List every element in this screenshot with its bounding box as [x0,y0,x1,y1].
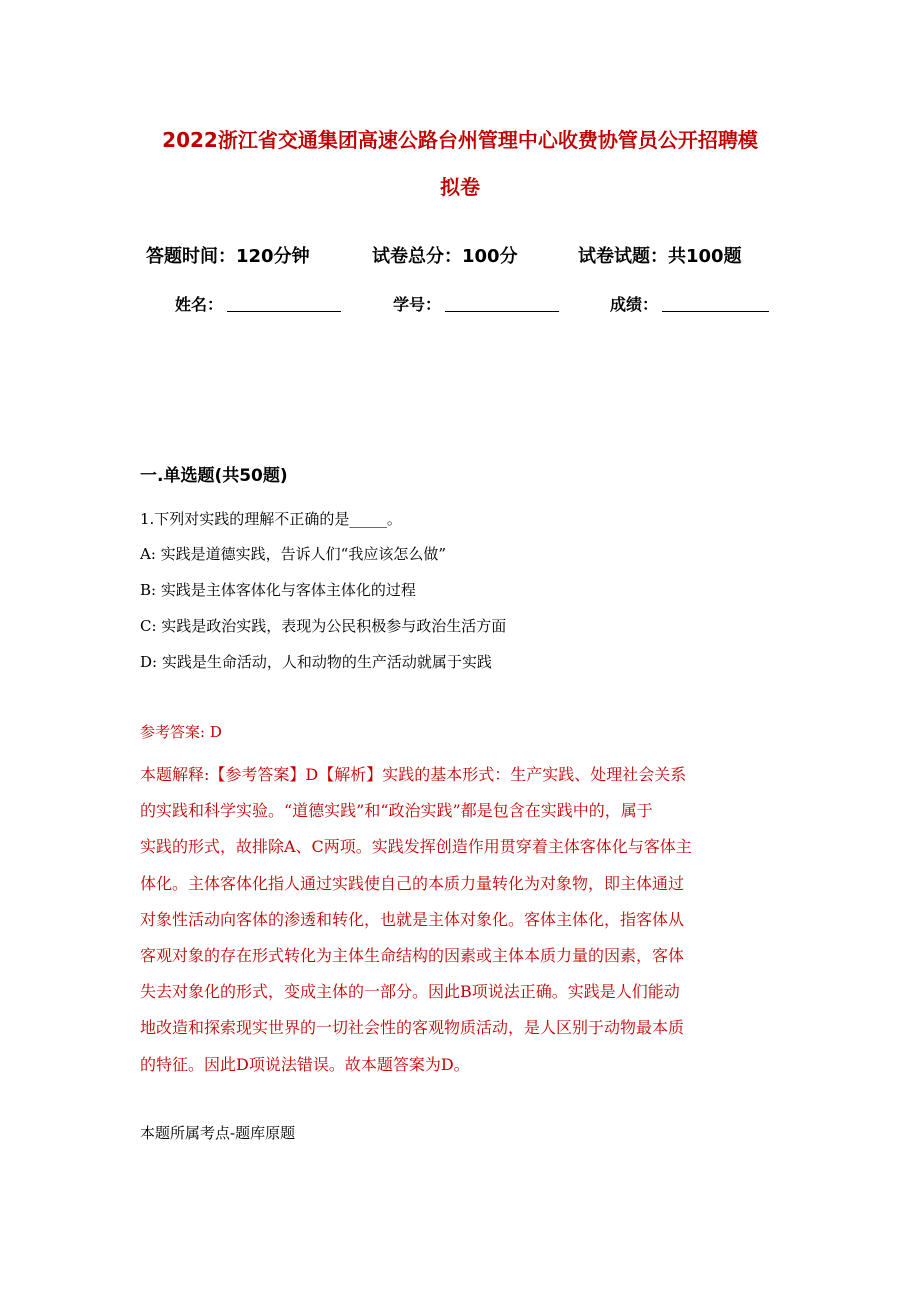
question-topic: 本题所属考点-题库原题 [140,1124,296,1142]
option-c: C: 实践是政治实践，表现为公民积极参与政治生活方面 [140,617,507,635]
exam-total-score: 试卷总分：100分 [372,246,518,267]
option-a: A: 实践是道德实践，告诉人们“我应该怎么做” [140,545,446,563]
explanation-line: 地改造和探索现实世界的一切社会性的客观物质活动，是人区别于动物最本质 [140,1018,685,1038]
explanation-line: 实践的形式，故排除A、C两项。实践发挥创造作用贯穿着主体客体化与客体主 [140,837,692,857]
section-heading: 一.单选题(共50题) [140,466,288,486]
score-field [610,292,769,315]
student-id-label: 学号： [393,295,442,314]
student-id-field [393,292,559,315]
question-stem: 1.下列对实践的理解不正确的是_____。 [140,510,402,528]
document-title-line1: 2022浙江省交通集团高速公路台州管理中心收费协管员公开招聘模 [162,128,758,152]
option-b: B: 实践是主体客体化与客体主体化的过程 [140,581,416,599]
explanation-line: 体化。主体客体化指人通过实践使自己的本质力量转化为对象物，即主体通过 [140,873,685,893]
explanation-line: 对象性活动向客体的渗透和转化，也就是主体对象化。客体主体化，指客体从 [140,909,685,929]
explanation-line: 的特征。因此D项说法错误。故本题答案为D。 [140,1054,470,1074]
name-label: 姓名： [175,295,224,314]
exam-question-count: 试卷试题：共100题 [578,246,742,267]
explanation-line: 本题解释:【参考答案】D【解析】实践的基本形式：生产实践、处理社会关系 [140,765,687,784]
student-id-blank [445,295,559,312]
reference-answer: 参考答案: D [140,723,222,741]
name-field [175,292,341,315]
explanation-line: 的实践和科学实验。“道德实践”和“政治实践”都是包含在实践中的，属于 [140,801,653,821]
option-d: D: 实践是生命活动，人和动物的生产活动就属于实践 [140,653,492,671]
answer-explanation [140,757,780,1083]
document-title-line2: 拟卷 [440,175,480,199]
exam-time: 答题时间：120分钟 [146,246,310,267]
explanation-line: 失去对象化的形式，变成主体的一部分。因此B项说法正确。实践是人们能动 [140,982,680,1002]
explanation-line: 客观对象的存在形式转化为主体生命结构的因素或主体本质力量的因素，客体 [140,946,685,966]
score-blank [662,295,769,312]
score-label: 成绩： [610,295,659,314]
name-blank [227,295,341,312]
